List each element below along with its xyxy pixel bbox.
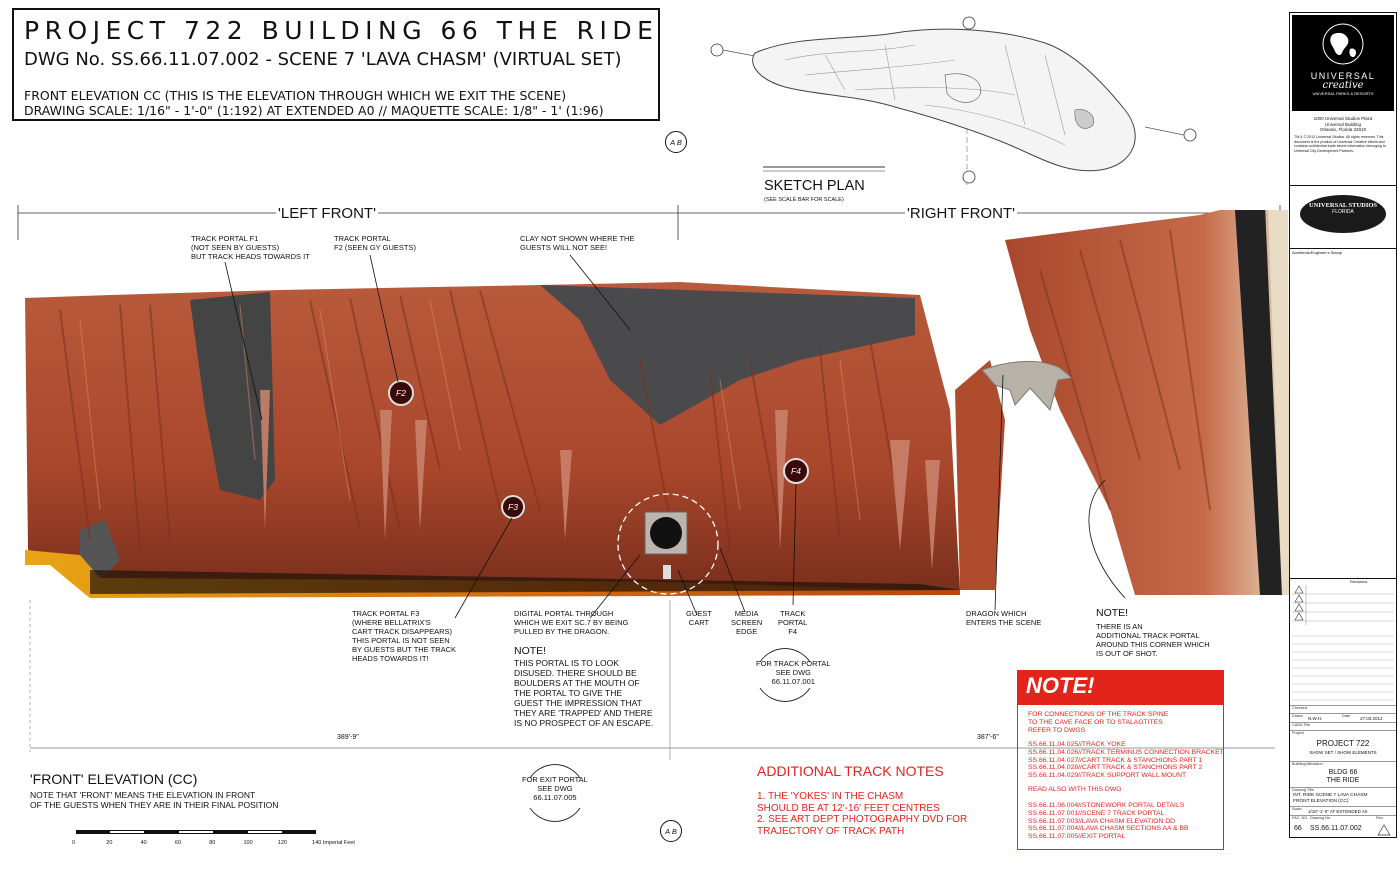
- left-front-label: 'LEFT FRONT': [278, 205, 376, 222]
- rev-label: Rev.: [1376, 816, 1384, 820]
- callout-digital-portal: DIGITAL PORTAL THROUGH WHICH WE EXIT SC.7 BY BEING PULLED BY THE DRAGON.: [514, 609, 629, 636]
- scale-value: 1/16"-1'-0" AT EXTENDED A0: [1308, 809, 1368, 814]
- callout-media-screen-edge: MEDIA SCREEN EDGE: [731, 609, 763, 636]
- drawing-title-value: INT. RIDE SCENE 7 LAVA CHASM FRONT ELEVATION (CC): [1293, 793, 1368, 804]
- callout-track-portal-f4: TRACK PORTAL F4: [778, 609, 808, 636]
- dwg-value: SS.66.11.07.002: [1310, 825, 1362, 832]
- project-sub: SHOW SET / SHOW ELEMENTS: [1309, 750, 1377, 755]
- scale-tick-label: 40: [140, 840, 147, 846]
- right-front-label: 'RIGHT FRONT': [907, 205, 1015, 222]
- dimension-left: 389'-9": [337, 734, 359, 741]
- project-title: PROJECT 722 BUILDING 66 THE RIDE: [24, 16, 659, 45]
- callout-track-portal-f1: TRACK PORTAL F1 (NOT SEEN BY GUESTS) BUT TRACK HEADS TOWARDS IT: [191, 234, 310, 261]
- red-note-read-also: READ ALSO WITH THIS DWG: [1028, 786, 1122, 793]
- red-note-box: [1017, 670, 1224, 850]
- track-portal-f2: F2: [388, 380, 414, 406]
- red-note-list2: SS.66.11.06.004//STONEWORK PORTAL DETAILS SS.66.11.07.001//SCENE 7 TRACK PORTAL SS.66.11.07.003//LAVA CHASM ELEVATION DD SS.66.11.07.004//LAVA CHASM SECTIONS AA & BB SS.66.11.07.005//EXIT PORTAL: [1028, 802, 1189, 841]
- scale-tick-label: 60: [174, 840, 182, 846]
- ref-exit-portal: FOR EXIT PORTAL SEE DWG 66.11.07.005: [522, 775, 588, 802]
- elevation-note: NOTE THAT 'FRONT' MEANS THE ELEVATION IN FRONT OF THE GUESTS WHEN THEY ARE IN THEIR FINAL POSITION: [30, 790, 279, 810]
- scale-label: Scale: [1292, 807, 1302, 811]
- fac-label: FAC. NO.: [1292, 816, 1309, 820]
- project-value: PROJECT 722: [1316, 739, 1370, 748]
- revisions-label: Revisions: [1350, 579, 1368, 584]
- stamp-label: Architects/Engineer's Stamp: [1292, 250, 1343, 255]
- scale-tick-label: 120: [277, 840, 287, 846]
- red-note-intro: FOR CONNECTIONS OF THE TRACK SPINE TO THE CAVE FACE OR TO STALAGTITES REFER TO DWGS: [1028, 711, 1169, 734]
- additional-notes-title: ADDITIONAL TRACK NOTES: [757, 763, 944, 779]
- address: 1000 Universal Studios Plaza Universal Building Orlando, Florida 32819: [1313, 116, 1373, 132]
- scale-tick-label: 140 Imperial Feet: [312, 840, 355, 846]
- callout-track-portal-f3: TRACK PORTAL F3 (WHERE BELLATRIX'S CART TRACK DISAPPEARS) THIS PORTAL IS NOT SEEN BY GUESTS BUT THE TRACK HEADS TOWARDS IT!: [352, 609, 457, 663]
- note-right-heading: NOTE!: [1096, 607, 1129, 619]
- note-mid-body: THIS PORTAL IS TO LOOK DISUSED. THERE SHOULD BE BOULDERS AT THE MOUTH OF THE PORTAL TO GIVE THE GUEST THE IMPRESSION THAT THEY ARE 'TRAPPED' AND THERE IS NO PROSPECT OF AN ESCAPE.: [514, 658, 654, 728]
- track-portal-f4: F4: [783, 458, 809, 484]
- scale-tick-label: 20: [106, 840, 113, 846]
- revision-triangle-icon: [1376, 823, 1392, 837]
- drawn-label: Drawn: [1292, 714, 1303, 718]
- scale-tick-label: 100: [243, 840, 253, 846]
- globe-icon: [1318, 21, 1368, 67]
- drawn-value: N.W.H.: [1308, 716, 1323, 721]
- copyright: TM & © 2012 Universal Studios. All rights reserved. This document is the product of Universal Creative efforts and contains confidential trade secret information belonging to Universal City Development Partners.: [1294, 135, 1386, 153]
- elevation-description: FRONT ELEVATION CC (THIS IS THE ELEVATION THROUGH WHICH WE EXIT THE SCENE): [24, 88, 567, 103]
- callout-clay: CLAY NOT SHOWN WHERE THE GUESTS WILL NOT SEE!: [520, 234, 635, 252]
- red-note-heading: NOTE!: [1018, 671, 1223, 705]
- drawing-title-label: Drawing Title: [1292, 788, 1314, 792]
- title-block-panel: [1289, 12, 1397, 838]
- building-value: BLDG 66 THE RIDE: [1326, 769, 1360, 784]
- drawing-scale: DRAWING SCALE: 1/16" - 1'-0" (1:192) AT EXTENDED A0 // MAQUETTE SCALE: 1/8" - 1' (1:96): [24, 103, 604, 118]
- note-right-body: THERE IS AN ADDITIONAL TRACK PORTAL AROUND THIS CORNER WHICH IS OUT OF SHOT.: [1096, 622, 1210, 658]
- checked-label: Checked: [1292, 706, 1307, 710]
- additional-notes-body: 1. THE 'YOKES' IN THE CHASM SHOULD BE AT 12'-16' FEET CENTRES 2. SEE ART DEPT PHOTOGRAPHY DVD FOR TRAJECTORY OF TRACK PATH: [757, 791, 968, 837]
- scale-bar: [76, 830, 316, 834]
- universal-studios-florida-logo: UNIVERSAL STUDIOS FLORIDA: [1300, 195, 1386, 233]
- building-label: Building/Attraction: [1292, 762, 1323, 766]
- date-value: 27.03.2012: [1360, 716, 1383, 721]
- sketch-plan-subtitle: (SEE SCALE BAR FOR SCALE): [764, 197, 844, 203]
- brand-sub: creative: [1322, 80, 1364, 91]
- dwg-label: Drawing No.: [1310, 816, 1331, 820]
- section-marker-bottom: A B: [660, 820, 682, 842]
- red-note-list1: SS.66.11.04.025//TRACK YOKE SS.66.11.04.026//TRACK TERMINUS CONNECTION BRACKET SS.66.11.04.027//CART TRACK & STANCHIONS PART 1 SS.66.11.04.028//CART TRACK & STANCHIONS PART 2 SS.66.11.04.029//TRACK SUPPORT WALL MOUNT: [1028, 741, 1224, 780]
- revision-rows: [1292, 628, 1394, 703]
- track-portal-f3: F3: [501, 495, 525, 519]
- scale-bar-ticks: [70, 840, 370, 850]
- fac-value: 66: [1294, 825, 1302, 832]
- revision-triangles: [1292, 585, 1394, 625]
- ref-track-portal-f4: FOR TRACK PORTAL SEE DWG 66.11.07.001: [756, 659, 831, 686]
- scale-tick-label: 0: [72, 840, 76, 846]
- brand-name: UNIVERSAL: [1310, 71, 1376, 81]
- callout-dragon: DRAGON WHICH ENTERS THE SCENE: [966, 609, 1042, 627]
- elevation-title: 'FRONT' ELEVATION (CC): [30, 771, 198, 787]
- callout-track-portal-f2: TRACK PORTAL F2 (SEEN GY GUESTS): [334, 234, 416, 252]
- cadd-label: CADD File: [1292, 723, 1310, 727]
- section-marker-top: A B: [665, 131, 687, 153]
- dimension-right: 387'-6": [977, 734, 999, 741]
- project-label: Project: [1292, 731, 1304, 735]
- drawing-number: DWG No. SS.66.11.07.002 - SCENE 7 'LAVA CHASM' (VIRTUAL SET): [24, 49, 622, 70]
- callout-guest-cart: GUEST CART: [686, 609, 712, 627]
- date-label: Date: [1342, 714, 1351, 718]
- universal-creative-logo: [1292, 15, 1394, 111]
- note-mid-heading: NOTE!: [514, 645, 547, 657]
- sketch-plan-title: SKETCH PLAN: [764, 178, 865, 194]
- brand-tag: UNIVERSAL PARKS & RESORTS: [1312, 91, 1374, 96]
- scale-tick-label: 80: [209, 840, 216, 846]
